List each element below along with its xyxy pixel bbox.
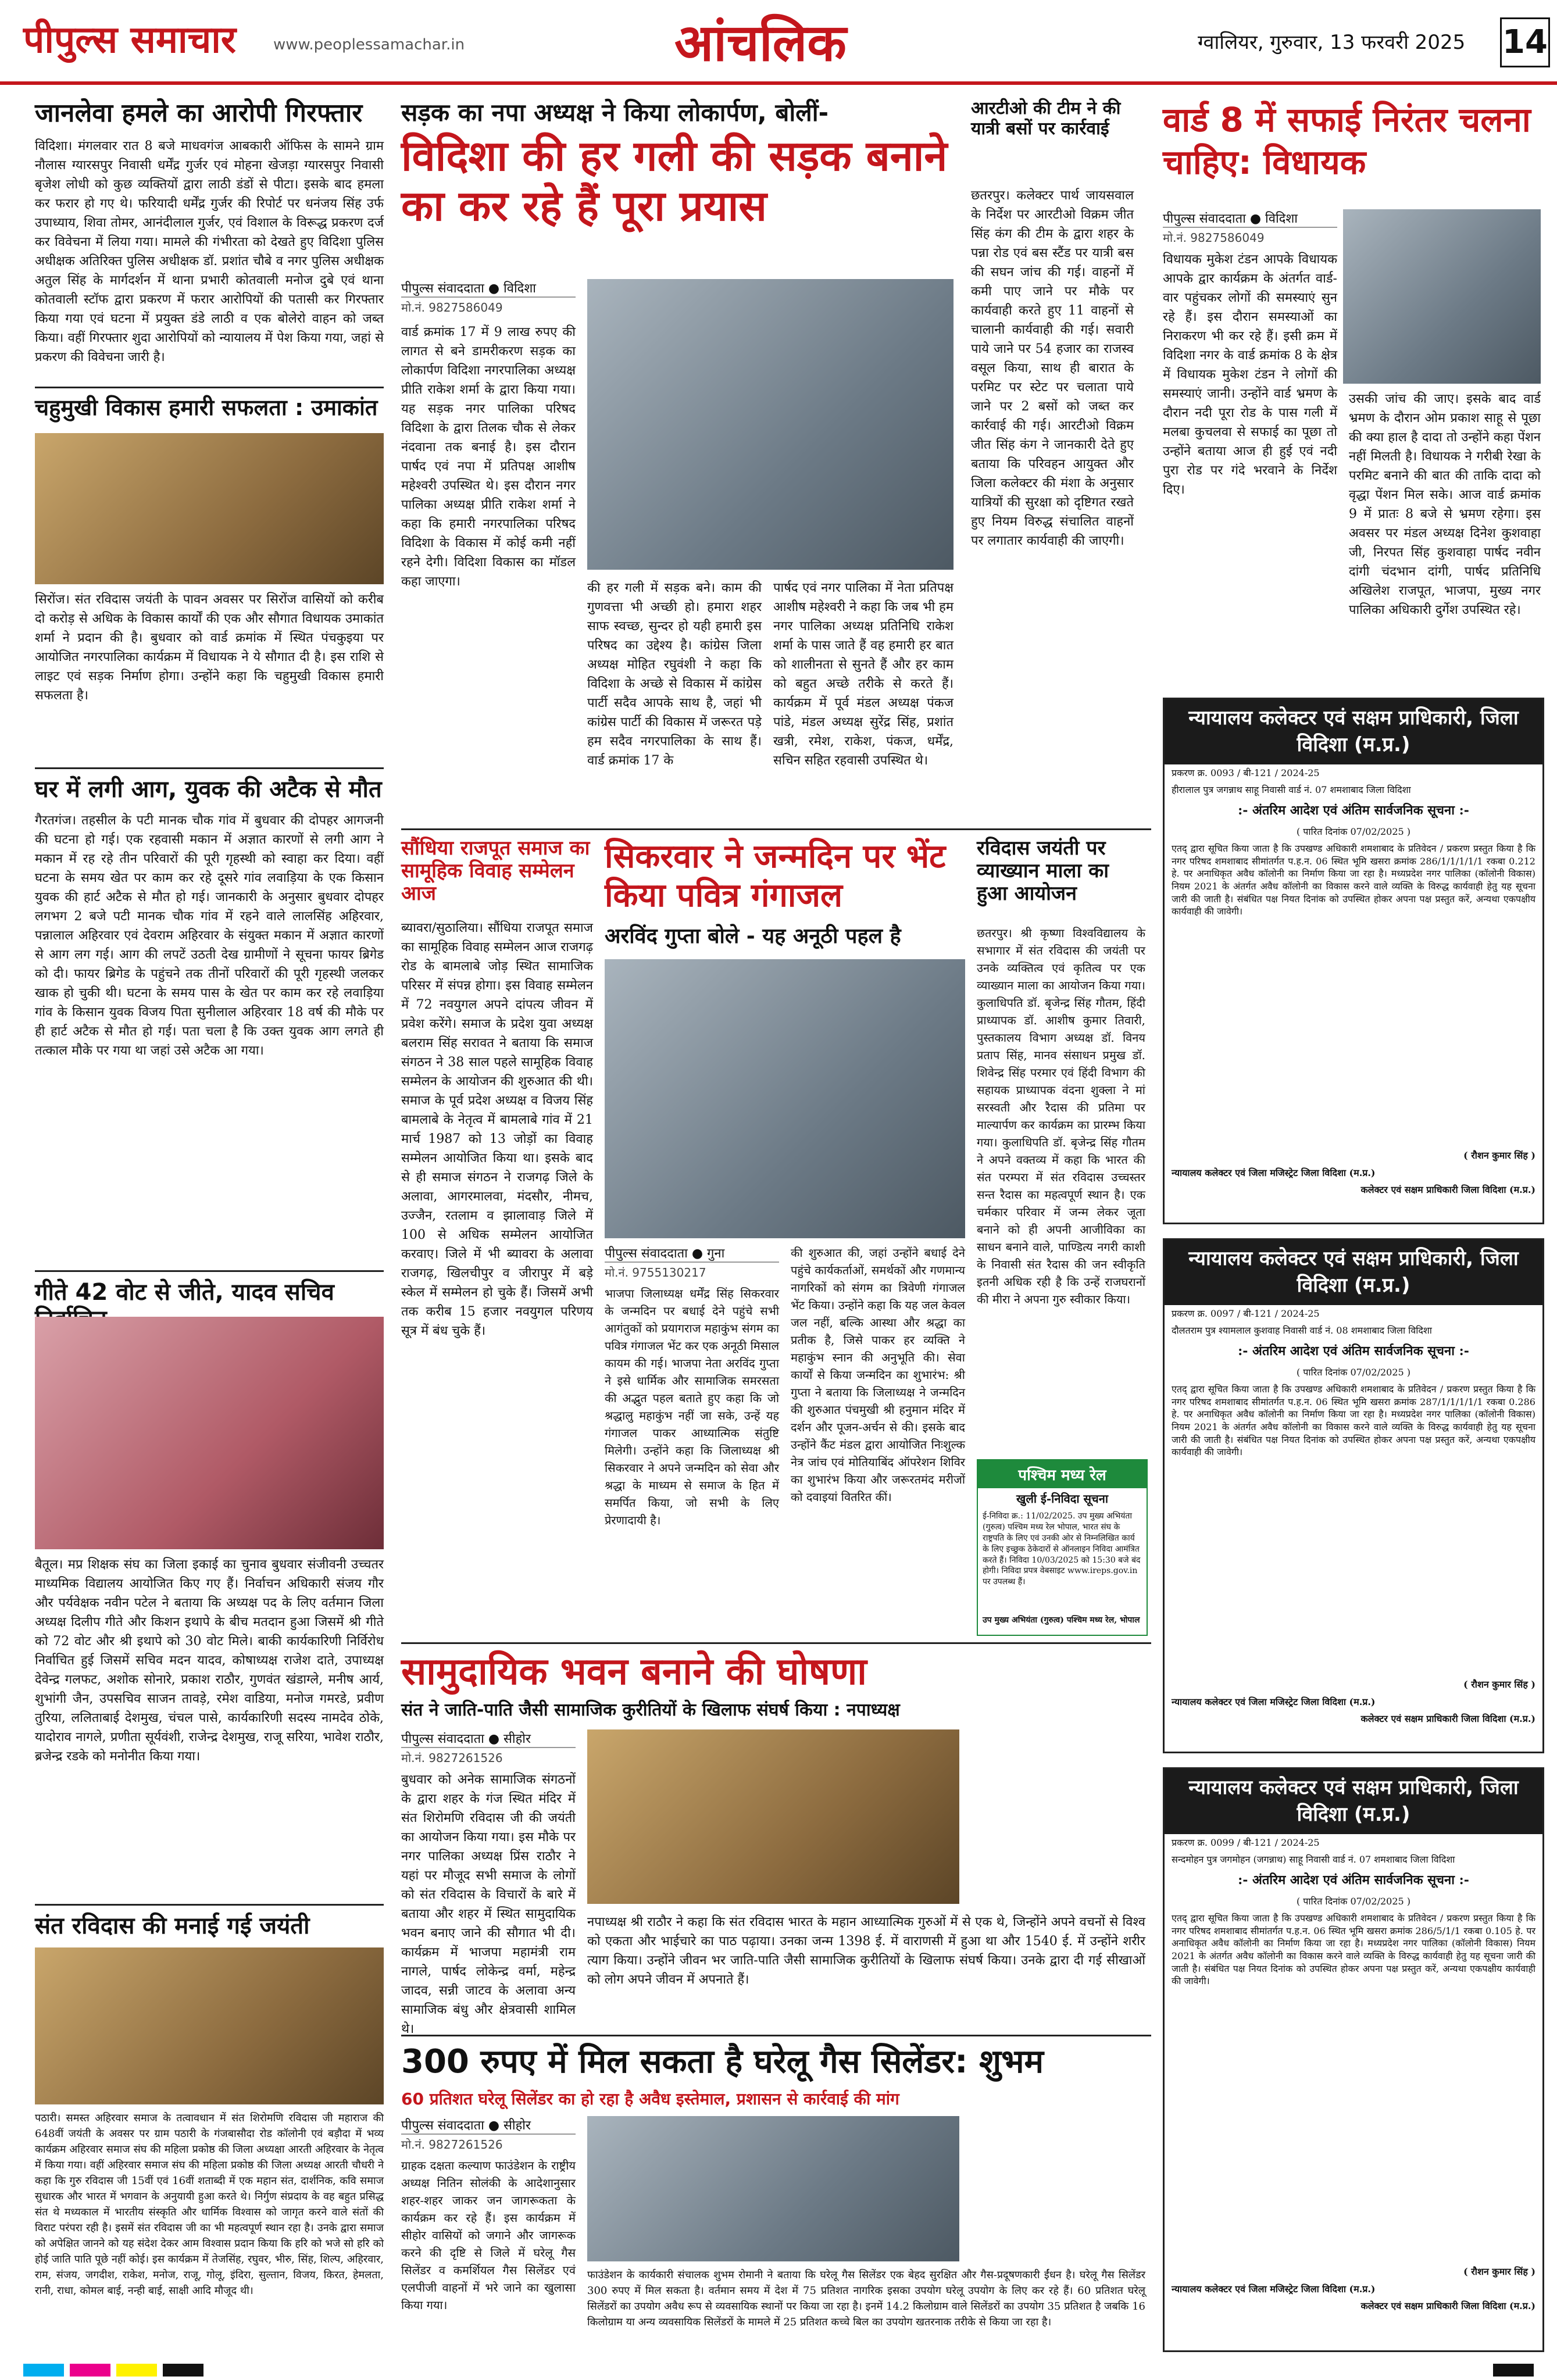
story-body: पार्षद एवं नगर पालिका में नेता प्रतिपक्ष आशीष महेश्वरी ने कहा कि जब भी हम नगर पालिका अध्यक्ष प्रतिनिधि राकेश शर्मा के पास जाते हैं वह हमारी हर बात को शालीनता से सुनते हैं और हर काम को बहुत अच्छे तरीके से करते हैं। कार्यक्रम में पूर्व मंडल अध्यक्ष पंकज पांडे, मंडल अध्यक्ष सुरेंद्र सिंह, प्रशांत खत्री, रमेश, राकेश, पंकज, धर्मेंद्र, सचिन सहित रहवासी उपस्थित थे। (773, 581, 954, 768)
divider (35, 387, 384, 388)
mobile-number: मो.नं. 9755130217 (605, 1266, 706, 1280)
lead-kicker: सड़क का नपा अध्यक्ष ने किया लोकार्पण, बोलीं- (401, 98, 829, 127)
byline: पीपुल्स संवाददाता ● गुना (605, 1244, 779, 1263)
story-body: भाजपा जिलाध्यक्ष धर्मेंद्र सिंह सिकरवार के जन्मदिन पर बधाई देने पहुंचे सभी आगंतुकों को प्रयागराज महाकुंभ संगम का पवित्र गंगाजल भेंट कर एक अनूठी मिसाल कायम की गई। भाजपा नेता अरविंद गुप्ता ने इसे धार्मिक और सामाजिक समरसता की अद्भुत पहल बताते हुए कहा कि जो श्रद्धालु महाकुंभ नहीं जा सके, उन्हें यह गंगाजल पाकर आध्यात्मिक संतुष्टि मिलेगी। उन्होंने कहा कि जिलाध्यक्ष श्री सिकरवार ने अपने जन्मदिन को सेवा और श्रद्धा के माध्यम से समाज के हित में समर्पित किया, जो सभी के लिए प्रेरणादायी है। (605, 1287, 779, 1527)
story-headline: वार्ड 8 में सफाई निरंतर चलना चाहिए: विधायक (1163, 100, 1531, 182)
notice-party: सन्दमोहन पुत्र जगमोहन (जगन्नाथ) साहू निवासी वार्ड नं. 07 शमशाबाद जिला विदिशा (1172, 1854, 1455, 1866)
notice-body: एतद् द्वारा सूचित किया जाता है कि उपखण्ड अधिकारी शमशाबाद के प्रतिवेदन / प्रकरण प्रस्तुत किया है कि नगर परिषद शमशाबाद सीमांतर्गत प.ह.न. 06 स्थित भूमि खसरा क्रमांक 286/1/1/1/1/1 रकबा 0.212 हे. पर अनाधिकृत अवैध कॉलोनी का निर्माण किया जा रहा है। मध्यप्रदेश नगर पालिका (कॉलोनी विकास) नियम 2021 के अंतर्गत अवैध कॉलोनी का विकास करने वाले व्यक्ति के विरुद्ध कार्यवाही हेतु यह सूचना जारी की जाती है। संबंधित पक्ष नियत दिनांक को उपस्थित होकर अपना पक्ष प्रस्तुत करें, अन्यथा एकपक्षीय कार्यवाही की जावेगी। (1172, 843, 1535, 917)
byline: पीपुल्स संवाददाता ● विदिशा (1163, 209, 1337, 228)
story-headline: जानलेवा हमले का आरोपी गिरफ्तार (35, 98, 363, 128)
notice-authority-right: कलेक्टर एवं सक्षम प्राधिकारी जिला विदिशा (म.प्र.) (1360, 2300, 1535, 2312)
story-body: सिरोंज। संत रविदास जयंती के पावन अवसर पर सिरोंज वासियों को करीब दो करोड़ से अधिक के विकास कार्यों की एक और सौगात विधायक उमाकांत शर्मा ने प्रदान की है। बुधवार को वार्ड क्रमांक में स्थित पंचकुइया पर आयोजित नगरपालिका कार्यक्रम में विधायक ने ये सौगात दी है। इस राशि से लाइट एवं सड़क निर्माण होगा। उन्होंने कहा कि चहुमुखी विकास हमारी सफलता है। (35, 592, 384, 703)
story-body: की हर गली में सड़क बने। काम की गुणवत्ता भी अच्छी हो। हमारा शहर साफ स्वच्छ, सुन्दर हो यही हमारी इस परिषद का उद्देश्य है। कांग्रेस जिला अध्यक्ष मोहित रघुवंशी ने कहा कि विदिशा के अच्छे से विकास में कांग्रेस पार्टी सदैव आपके साथ है, जहां भी कांग्रेस पार्टी की विकास में जरूरत पड़े हम सदैव नगरपालिका के साथ हैं। वार्ड क्रमांक 17 के (587, 581, 762, 768)
registration-mark (163, 2364, 203, 2377)
registration-mark (1493, 2364, 1534, 2377)
notice-date: ( पारित दिनांक 07/02/2025 ) (1296, 1366, 1411, 1378)
news-photo (605, 959, 965, 1238)
notice-body: एतद् द्वारा सूचित किया जाता है कि उपखण्ड अधिकारी शमशाबाद के प्रतिवेदन / प्रकरण प्रस्तुत किया है कि नगर परिषद शमशाबाद सीमांतर्गत प.ह.न. 06 स्थित भूमि खसरा क्रमांक 287/1/1/1/1/1 रकबा 0.286 हे. पर अनाधिकृत अवैध कॉलोनी का निर्माण किया जा रहा है। मध्यप्रदेश नगर पालिका (कॉलोनी विकास) नियम 2021 के अंतर्गत अवैध कॉलोनी का विकास करने वाले व्यक्ति के विरुद्ध कार्यवाही हेतु यह सूचना जारी की जाती है। संबंधित पक्ष नियत दिनांक को उपस्थित होकर अपना पक्ष प्रस्तुत करें, अन्यथा एकपक्षीय कार्यवाही की जावेगी। (1172, 1384, 1535, 1458)
story-subhead: अरविंद गुप्ता बोले - यह अनूठी पहल है (605, 924, 901, 948)
story-subhead: संत ने जाति-पाति जैसी सामाजिक कुरीतियों के खिलाफ संघर्ष किया : नपाध्यक्ष (401, 1700, 900, 1720)
lead-headline: विदिशा की हर गली की सड़क बनाने का कर रहे हैं पूरा प्रयास (401, 131, 948, 231)
mobile-number: मो.नं. 9827586049 (1163, 231, 1265, 245)
masthead (0, 0, 1557, 85)
byline-place: विदिशा (503, 281, 536, 296)
mobile-number: मो.नं. 9827586049 (401, 301, 503, 315)
notice-subhead: :- अंतरिम आदेश एवं अंतिम सार्वजनिक सूचना :- (1238, 1343, 1469, 1359)
story-body: फाउंडेशन के कार्यकारी संचालक शुभम रोमानी ने बताया कि घरेलू गैस सिलेंडर एक बेहद सुरक्षित और गैस-प्रदूषणकारी ईंधन है। घरेलू गैस सिलेंडर 300 रुपए में मिल सकता है। वर्तमान समय में देश में 75 प्रतिशत नागरिक इसका उपयोग घरेलू उपयोग के लिए कर रहे हैं। 60 प्रतिशत घरेलू सिलेंडरों का उपयोग अवैध रूप से व्यवसायिक स्थानों पर किया जा रहा है। इनमें 14.2 किलोग्राम वाले सिलेंडरों का उपयोग 35 प्रतिशत है जबकि 16 किलोग्राम या अन्य व्यवसायिक सिलेंडरों के मामले में 25 प्रतिशत कच्चे बिल का उपयोग खतरनाक तरीके से किया जा रहा है। (587, 2269, 1145, 2328)
news-photo (35, 1947, 384, 2104)
notice-case: प्रकरण क्र. 0093 / बी-121 / 2024-25 (1172, 767, 1320, 778)
notice-authority-left: न्यायालय कलेक्टर एवं जिला मजिस्ट्रेट जिला विदिशा (म.प्र.) (1172, 1167, 1376, 1178)
story-body: की शुरुआत की, जहां उन्होंने बधाई देने पहुंचे कार्यकर्ताओं, समर्थकों और गणमान्य नागरिकों को संगम का त्रिवेणी गंगाजल भेंट किया। उन्होंने कहा कि यह जल केवल जल नहीं, बल्कि आस्था और श्रद्धा का प्रतीक है, जिसे पाकर हर व्यक्ति ने महाकुंभ स्नान की अनुभूति की। सेवा कार्यों से किया जन्मदिन का शुभारंभ: श्री गुप्ता ने बताया कि जिलाध्यक्ष ने जन्मदिन की शुरुआत पंचमुखी श्री हनुमान मंदिर में दर्शन और पूजन-अर्चन से की। इसके बाद उन्होंने कैंट मंडल द्वारा आयोजित निःशुल्क नेत्र जांच एवं मोतियाबिंद ऑपरेशन शिविर का शुभारंभ किया और जरूरतमंद मरीजों को दवाइयां वितरित कीं। (791, 1246, 965, 1504)
registration-mark (116, 2364, 157, 2377)
news-photo (1343, 209, 1541, 384)
story-body: वार्ड क्रमांक 17 में 9 लाख रुपए की लागत से बने डामरीकरण सड़क का लोकार्पण विदिशा नगरपालिका अध्यक्ष प्रीति राकेश शर्मा के द्वारा किया गया। यह सड़क नगर पालिका परिषद विदिशा के द्वारा तिलक चौक से लेकर नंदवाना तक बनाई है। इस दौरान पार्षद एवं नपा में प्रतिपक्ष आशीष महेश्वरी उपस्थित थे। इस दौरान नगर पालिका अध्यक्ष प्रीति राकेश शर्मा ने कहा कि हमारी नगरपालिका परिषद विदिशा के विकास में कोई कमी नहीं रहने देगी। विदिशा विकास का मॉडल कहा जाएगा। (401, 325, 576, 589)
railway-tender-ad (977, 1459, 1148, 1636)
notice-case: प्रकरण क्र. 0099 / बी-121 / 2024-25 (1172, 1836, 1320, 1848)
notice-party: दौलतराम पुत्र श्यामलाल कुशवाह निवासी वार्ड नं. 08 शमशाबाद जिला विदिशा (1172, 1325, 1432, 1336)
byline-name: पीपुल्स संवाददाता (401, 2118, 484, 2133)
story-headline: गीते 42 वोट से जीते, यादव सचिव (35, 1279, 334, 1306)
byline: पीपुल्स संवाददाता ● विदिशा (401, 279, 576, 298)
byline-place: गुना (707, 1246, 725, 1261)
notice-authority-right: कलेक्टर एवं सक्षम प्राधिकारी जिला विदिशा (म.प्र.) (1360, 1184, 1535, 1196)
divider (35, 767, 384, 769)
notice-body: एतद् द्वारा सूचित किया जाता है कि उपखण्ड अधिकारी शमशाबाद के प्रतिवेदन / प्रकरण प्रस्तुत किया है कि नगर परिषद शमशाबाद सीमांतर्गत प.ह.न. 06 स्थित भूमि खसरा क्रमांक 286/5/1/1 रकबा 0.105 हे. पर अनाधिकृत अवैध कॉलोनी का निर्माण किया जा रहा है। मध्यप्रदेश नगर पालिका (कॉलोनी विकास) नियम 2021 के अंतर्गत अवैध कॉलोनी का विकास करने वाले व्यक्ति के विरुद्ध कार्यवाही हेतु यह सूचना जारी की जाती है। संबंधित पक्ष नियत दिनांक को उपस्थित होकर अपना पक्ष प्रस्तुत करें, अन्यथा एकपक्षीय कार्यवाही की जावेगी। (1172, 1913, 1535, 1987)
divider (401, 2035, 1151, 2036)
byline-name: पीपुल्स संवाददाता (401, 1732, 484, 1746)
notice-case: प्रकरण क्र. 0097 / बी-121 / 2024-25 (1172, 1307, 1320, 1319)
story-headline: सौंधिया राजपूत समाज का सामूहिक विवाह सम्मेलन आज (401, 837, 590, 906)
story-headline: घर में लगी आग, युवक की अटैक से मौत (35, 776, 382, 803)
notice-signature: ( रौशन कुमार सिंह ) (1463, 1150, 1535, 1162)
notice-title: न्यायालय कलेक्टर एवं सक्षम प्राधिकारी, जिला विदिशा (म.प्र.) (1165, 1240, 1542, 1305)
website[interactable]: www.peoplessamachar.in (273, 36, 465, 53)
notice-subhead: :- अंतरिम आदेश एवं अंतिम सार्वजनिक सूचना :- (1238, 802, 1469, 818)
news-photo (35, 433, 384, 584)
section-title: आंचलिक (674, 13, 847, 73)
story-body: बैतूल। मप्र शिक्षक संघ का जिला इकाई का चुनाव बुधवार संजीवनी उच्चतर माध्यमिक विद्यालय आयोजित किए गए हैं। निर्वाचन अधिकारी संजय गौर और पर्यवेक्षक नवीन पटेल ने बताया कि अध्यक्ष पद के लिए वर्तमान जिला अध्यक्ष दिलीप गीते और किशन इथापे के बीच मतदान हुआ जिसमें श्री गीते को 72 वोट और श्री इथापे को 30 वोट मिले। बाकी कार्यकारिणी निर्विरोध निर्वाचित हुई जिसमें सचिव मदन यादव, कोषाध्यक्ष राजेश दाते, उपाध्यक्ष देवेन्द्र गलफट, अशोक सोनारे, प्रकाश राठौर, गुणवंत खंडाग्ले, मनीष आर्य, शुभांगी जैन, उपसचिव साजन तावड़े, रमेश वाडिया, मनोज गमरडे, प्रवीण तुरिया, ललिताबाई देशमुख, चंचल पासे, कार्यकारिणी सदस्य नामदेव ठोके, यादोराव नागले, प्रणीता सूर्यवंशी, राजेन्द्र देशमुख, राजू सरिया, भावेश राठौर, ब्रजेन्द्र रडके को मनोनीत किया गया। (35, 1557, 384, 1764)
story-body: छतरपुर। कलेक्टर पार्थ जायसवाल के निर्देश पर आरटीओ विक्रम जीत सिंह कंग की टीम के द्वारा शहर के पन्ना रोड एवं बस स्टैंड पर यात्री बस की सघन जांच की गई। वाहनों में कमी पाए जाने पर मौके पर कार्यवाही करते हुए 11 वाहनों से चालानी कार्यवाही की गई। सवारी पाये जाने पर 54 हजार का राजस्व वसूल किया, साथ ही बारात के परमिट पर स्टेट पर चलाता पाये जाने पर 2 बसों को जब्त कर कार्रवाई की गई। आरटीओ विक्रम जीत सिंह कंग ने जानकारी देते हुए बताया कि परिवहन आयुक्त और जिला कलेक्टर की मंशा के अनुसार यात्रियों की सुरक्षा को दृष्टिगत रखते हुए नियम विरुद्ध संचालित वाहनों पर लगातार कार्यवाही की जाएगी। (971, 188, 1134, 548)
railway-subtitle: खुली ई-निविदा सूचना (1016, 1492, 1109, 1506)
notice-signature: ( रौशन कुमार सिंह ) (1463, 2266, 1535, 2278)
legal-notice (1163, 1767, 1544, 2352)
news-photo (587, 279, 954, 570)
story-headline: रविदास जयंती पर व्याख्यान माला का हुआ आयोजन (977, 837, 1109, 906)
byline-place: सीहोर (503, 1732, 531, 1746)
story-body: छतरपुर। श्री कृष्णा विश्वविद्यालय के सभागार में संत रविदास की जयंती पर उनके व्यक्तित्व एवं कृतित्व पर एक व्याख्यान माला का आयोजन किया गया। कुलाधिपति डॉ. बृजेन्द्र सिंह गौतम, हिंदी प्राध्यापक डॉ. आशीष कुमार तिवारी, पुस्तकालय विभाग अध्यक्ष डॉ. विनय प्रताप सिंह, मानव संसाधन प्रमुख डॉ. शिवेन्द्र सिंह परमार एवं हिंदी विभाग की सहायक प्राध्यापक वंदना शुक्ला ने मां सरस्वती और रैदास की प्रतिमा पर माल्यार्पण कर कार्यक्रम का प्रारम्भ किया गया। कुलाधिपति डॉ. बृजेन्द्र सिंह गौतम ने अपने वक्तव्य में कहा कि भारत की संत परम्परा में संत रविदास उच्चस्तर सन्त रैदास का महत्वपूर्ण स्थान है। एक चर्मकार परिवार में जन्म लेकर जूता बनाने को ही अपनी आजीविका का साधन बनाने वाले, पाण्डित्य नगरी काशी के निवासी संत रैदास की जन स्वीकृति इतनी अधिक रही है कि उन्हें राजघरानों की मीरा ने अपना गुरु स्वीकार किया। (977, 926, 1145, 1306)
notice-date: ( पारित दिनांक 07/02/2025 ) (1296, 826, 1411, 837)
divider (401, 828, 1151, 830)
story-headline: आरटीओ की टीम ने की यात्री बसों पर कार्रवाई (971, 98, 1121, 139)
story-headline: संत रविदास की मनाई गई जयंती (35, 1913, 310, 1939)
story-body: उसकी जांच की जाए। इसके बाद वार्ड भ्रमण के दौरान ओम प्रकाश साहू से पूछा की क्या हाल है दादा तो उन्होंने कहा पेंशन नहीं मिलती है। विधायक ने गरीबी रेखा के परमिट बनाने की बात की ताकि दादा को वृद्धा पेंशन मिल सके। आज वार्ड क्रमांक 9 में प्रातः 8 बजे से भ्रमण रहेगा। इस अवसर पर मंडल अध्यक्ष दिनेश कुशवाहा जी, निरपत सिंह कुशवाहा पार्षद नवीन दांगी चंदभान दांगी, पार्षद प्रतिनिधि अखिलेश राजपूत, भाजपा, मुख्य नगर पालिका अधिकारी दुर्गेश उपस्थित रहे। (1349, 392, 1541, 617)
story-body: नपाध्यक्ष श्री राठौर ने कहा कि संत रविदास भारत के महान आध्यात्मिक गुरुओं में से एक थे, जिन्होंने अपने वचनों से विश्व को एकता और भाईचारे का पाठ पढ़ाया। उनका जन्म 1398 ई. में वाराणसी में हुआ था और 1540 ई. में उन्होंने शरीर त्याग किया। उन्होंने जीवन भर जाति-पाति जैसी सामाजिक कुरीतियों के खिलाफ संघर्ष किया। उनके द्वारा दी गई सीखाओं को लोग अपने जीवन में अपनाते हैं। (587, 1915, 1145, 1987)
notice-date: ( पारित दिनांक 07/02/2025 ) (1296, 1895, 1411, 1907)
story-body: ग्राहक दक्षता कल्याण फाउंडेशन के राष्ट्रीय अध्यक्ष नितिन सोलंकी के आदेशानुसार शहर-शहर जाकर जन जागरूकता के कार्यक्रम कर रहे हैं। इस कार्यक्रम में सीहोर वासियों को जगाने और जागरूक करने की दृष्टि से जिले में घरेलू गैस सिलेंडर व कमर्शियल गैस सिलेंडर एवं एलपीजी वाहनों में भरे जाने का खुलासा किया गया। (401, 2159, 576, 2312)
railway-footer: उप मुख्य अभियंता (गुरुत्व) पश्चिम मध्य रेल, भोपाल (983, 1616, 1140, 1625)
legal-notice (1163, 698, 1544, 1224)
divider (401, 1642, 1151, 1644)
story-body: बुधवार को अनेक सामाजिक संगठनों के द्वारा शहर के गंज स्थित मंदिर में संत शिरोमणि रविदास जी की जयंती का आयोजन किया गया। इस मौके पर नगर पालिका अध्यक्ष प्रिंस राठौर ने यहां पर मौजूद सभी समाज के लोगों को संत रविदास के विचारों के बारे में बताया और शहर में स्थित सामुदायिक भवन बनाए जाने की सौगात भी दी। कार्यक्रम में भाजपा महामंत्री राम नागले, पार्षद लोकेन्द्र वर्मा, महेन्द्र जादव, सन्नी जाटव के अलावा अन्य सामाजिक बंधु और क्षेत्रवासी शामिल थे। (401, 1773, 576, 2036)
notice-authority-left: न्यायालय कलेक्टर एवं जिला मजिस्ट्रेट जिला विदिशा (म.प्र.) (1172, 1696, 1376, 1707)
story-body: ब्यावरा/सुठालिया। सौंधिया राजपूत समाज का सामूहिक विवाह सम्मेलन आज राजगढ़ रोड के बामलाबे जोड़ स्थित सामाजिक परिसर में संपन्न होगा। इस विवाह सम्मेलन में 72 नवयुगल अपने दांपत्य जीवन में प्रवेश करेंगे। समाज के प्रदेश युवा अध्यक्ष बलराम सिंह सरावत ने बताया कि समाज संगठन ने 38 साल पहले सामूहिक विवाह सम्मेलन के आयोजन की शुरुआत की थी। समाज के पूर्व प्रदेश अध्यक्ष व विजय सिंह बामलाबे के नेतृत्व में बामलाबे गांव में 21 मार्च 1987 को 13 जोड़ों का विवाह सम्मेलन आयोजित किया था। इसके बाद से ही समाज संगठन ने राजगढ़ जिले के अलावा, आगरमालवा, मंदसौर, नीमच, उज्जैन, रतलाम व झालावाड़ जिले में 100 से अधिक सम्मेलन आयोजित करवाए। जिले में भी ब्यावरा के अलावा राजगढ़, खिलचीपुर व जीरापुर में बड़े स्केल में सम्मेलन हो चुके हैं। जिसमें अभी तक करीब 15 हजार नवयुगल परिणय सूत्र में बंध चुके हैं। (401, 921, 593, 1338)
byline: पीपुल्स संवाददाता ● सीहोर (401, 2116, 576, 2135)
notice-title: न्यायालय कलेक्टर एवं सक्षम प्राधिकारी, जिला विदिशा (म.प्र.) (1165, 699, 1542, 764)
byline: पीपुल्स संवाददाता ● सीहोर (401, 1729, 576, 1748)
mobile-number: मो.नं. 9827261526 (401, 1751, 503, 1765)
story-body: विधायक मुकेश टंडन आपके विधायक आपके द्वार कार्यक्रम के अंतर्गत वार्ड-वार पहुंचकर लोगों की समस्याएं सुन रहे हैं। इस दौरान समस्याओं का निराकरण भी कर रहे हैं। इसी क्रम में विदिशा नगर के वार्ड क्रमांक 8 के क्षेत्र में विधायक मुकेश टंडन ने लोगों की समस्याएं जानी। उन्होंने वार्ड भ्रमण के दौरान नदी पूरा रोड के पास गली में मलबा कुचलवा से सफाई का पूछा तो उन्होंने बताया आज ही हुई एवं नदी पुरा रोड पर गंदे भरवाने के निर्देश दिए। (1163, 252, 1337, 497)
registration-mark (70, 2364, 110, 2377)
registration-mark (23, 2364, 64, 2377)
dateline: ग्वालियर, गुरुवार, 13 फरवरी 2025 (1198, 31, 1466, 54)
news-photo (587, 2116, 959, 2261)
legal-notice (1163, 1238, 1544, 1753)
story-body: विदिशा। मंगलवार रात 8 बजे माधवगंज आबकारी ऑफिस के सामने ग्राम नौलास ग्यारसपुर निवासी धर्मेंद्र गुर्जर एवं मोहना खेजड़ा ग्यारसपुर निवासी बृजेश लोधी को कुछ व्यक्तियों द्वारा लाठी डंडों से पीटा। इसके बाद हमला कर फरार हो गए थे। फरियादी धर्मेंद्र गुर्जर की रिपोर्ट पर धनंजय सिंह उर्फ उपाध्याय, शिवा तोमर, आनंदीलाल गुर्जर, एवं विशाल के विरूद्ध प्रकरण दर्ज कर विवेचना में लिया गया। मामले की गंभीरता को देखते हुए विदिशा पुलिस अधीक्षक अतिरिक्त पुलिस अधीक्षक डॉ. प्रशांत चौबे व नगर पुलिस अधीक्षक अतुल सिंह के मार्गदर्शन में थाना प्रभारी कोतवाली मनोज दुबे एवं थाना कोतवाली स्टॉफ द्वारा प्रकरण में फरार आरोपियों की पतासी कर गिरफ्तार किया गया एवं घटना में प्रयुक्त डंडे लाठी व एक बोलेरो वाहन को जब्त किया। वहीं गिरफ्तार शुदा आरोपियों को न्यायालय में पेश किया गया, जहां से प्रकरण की विवेचना जारी है। (35, 139, 384, 364)
divider (35, 1270, 384, 1272)
story-headline: सामुदायिक भवन बनाने की घोषणा (401, 1650, 867, 1693)
byline-name: पीपुल्स संवाददाता (401, 281, 484, 296)
story-headline: सिकरवार ने जन्मदिन पर भेंट किया पवित्र गंगाजल (605, 838, 946, 915)
notice-subhead: :- अंतरिम आदेश एवं अंतिम सार्वजनिक सूचना :- (1238, 1872, 1469, 1888)
byline-name: पीपुल्स संवाददाता (1163, 212, 1246, 226)
byline-place: विदिशा (1265, 212, 1298, 226)
railway-title: पश्चिम मध्य रेल (978, 1460, 1147, 1488)
notice-authority-right: कलेक्टर एवं सक्षम प्राधिकारी जिला विदिशा (म.प्र.) (1360, 1713, 1535, 1725)
byline-place: सीहोर (503, 2118, 531, 2133)
mobile-number: मो.नं. 9827261526 (401, 2138, 503, 2152)
notice-authority-left: न्यायालय कलेक्टर एवं जिला मजिस्ट्रेट जिला विदिशा (म.प्र.) (1172, 2283, 1376, 2295)
notice-signature: ( रौशन कुमार सिंह ) (1463, 1679, 1535, 1691)
brand-logo: पीपुल्स समाचार (23, 19, 236, 62)
story-body: गैरतगंज। तहसील के पटी मानक चौक गांव में बुधवार की दोपहर आगजनी की घटना हो गई। एक रहवासी मकान में अज्ञात कारणों से लगी आग ने मकान में रह रहे तीन परिवारों की पूरी गृहस्थी को स्वाहा कर दिया। वहीं घटना के समय खेत पर काम कर रहे दूसरे गांव लवाड़िया के एक किसान युवक की हार्ट अटैक से मौत हो गई। जानकारी के अनुसार बुधवार दोपहर लगभग 2 बजे पटी मानक चौक गांव में रहने वाले लालसिंह अहिरवार, पन्नालाल अहिरवार एवं देवराम अहिरवार के संयुक्त मकान में अज्ञात कारणों से आग लग गई। आग की लपटें उठती देख ग्रामीणों ने सूचना फायर ब्रिगेड को दी। फायर ब्रिगेड के पहुंचने तक तीनों परिवारों की पूरी गृहस्थी जलकर खाक हो चुकी थी। घटना के समय पास के खेत पर काम कर रहे लवाड़िया गांव के किसान युवक विजय पिता सुनीलाल अहिरवार 18 वर्ष की मौके पर ही हार्ट अटैक से मौत हो गई। पता चला है कि उक्त युवक आग लगते ही तत्काल मौके पर गया था जहां उसे अटैक आ गया। (35, 813, 384, 1058)
notice-title: न्यायालय कलेक्टर एवं सक्षम प्राधिकारी, जिला विदिशा (म.प्र.) (1165, 1769, 1542, 1834)
news-photo (587, 1729, 959, 1904)
story-body: पठारी। समस्त अहिरवार समाज के तत्वावधान में संत शिरोमणि रविदास जी महाराज की 648वीं जयंती के अवसर पर ग्राम पठारी के गंजबासौदा रोड कॉलोनी एवं बड़ौदा में भव्य कार्यक्रम अहिरवार समाज संघ की महिला प्रकोष्ठ की जिला अध्यक्षा आरती अहिरवार के नेतृत्व में किया गया। वहीं अहिरवार समाज संघ की महिला प्रकोष्ठ की जिला अध्यक्ष आरती चौधरी ने कहा कि गुरु रविदास जी 15वीं एवं 16वीं शताब्दी में एक महान संत, दार्शनिक, कवि समाज सुधारक और भारत में भगवान के अनुयायी हुआ करते थे। निर्गुण संप्रदाय के वह बहुत प्रसिद्ध संत थे मध्यकाल में भारतीय संस्कृति और धार्मिक विश्वास को जागृत करने वाले संतों की विराट परंपरा रही है। इसमें संत रविदास जी का भी महत्वपूर्ण स्थान रहा है। उनके द्वारा समाज को अपेक्षित जानने को यह संदेश देकर आम विश्वास प्रदान किया कि हरि को भजे सो हरि को होई जाति पाति पूछे नहीं कोई। इस कार्यक्रम में तेजसिंह, रघुवर, भीरु, सिंह, शिल्प, अहिरवार, राम, संजय, जगदीश, राकेश, मनोज, राजू, गोलू, इंदिरा, सुल्तान, विजय, किरत, हेमलता, रानी, राधा, कोमल बाई, नन्ही बाई, साक्षी आदि मौजूद थी। (35, 2112, 384, 2297)
story-subhead: 60 प्रतिशत घरेलू सिलेंडर का हो रहा है अवैध इस्तेमाल, प्रशासन से कार्रवाई की मांग (401, 2089, 899, 2109)
byline-name: पीपुल्स संवाददाता (605, 1246, 688, 1261)
story-headline: 300 रुपए में मिल सकता है घरेलू गैस सिलेंडर: शुभम (401, 2043, 1044, 2081)
railway-body: ई-निविदा क्र.: 11/02/2025. उप मुख्य अभियंता (गुरुत्व) पश्चिम मध्य रेल भोपाल, भारत संघ के राष्ट्रपति के लिए एवं उनकी ओर से निम्नलिखित कार्य के लिए इच्छुक ठेकेदारों से ऑनलाइन निविदा आमंत्रित करते हैं। निविदा 10/03/2025 को 15:30 बजे बंद होगी। निविदा प्रपत्र वेबसाइट www.ireps.gov.in पर उपलब्ध हैं। (983, 1511, 1141, 1587)
notice-party: हीरालाल पुत्र जगन्नाथ साहू निवासी वार्ड नं. 07 शमशाबाद जिला विदिशा (1172, 784, 1411, 796)
page-number: 14 (1500, 17, 1550, 67)
story-headline: चहुमुखी विकास हमारी सफलता : उमाकांत (35, 395, 378, 420)
divider (35, 1904, 384, 1906)
news-photo (35, 1317, 384, 1549)
